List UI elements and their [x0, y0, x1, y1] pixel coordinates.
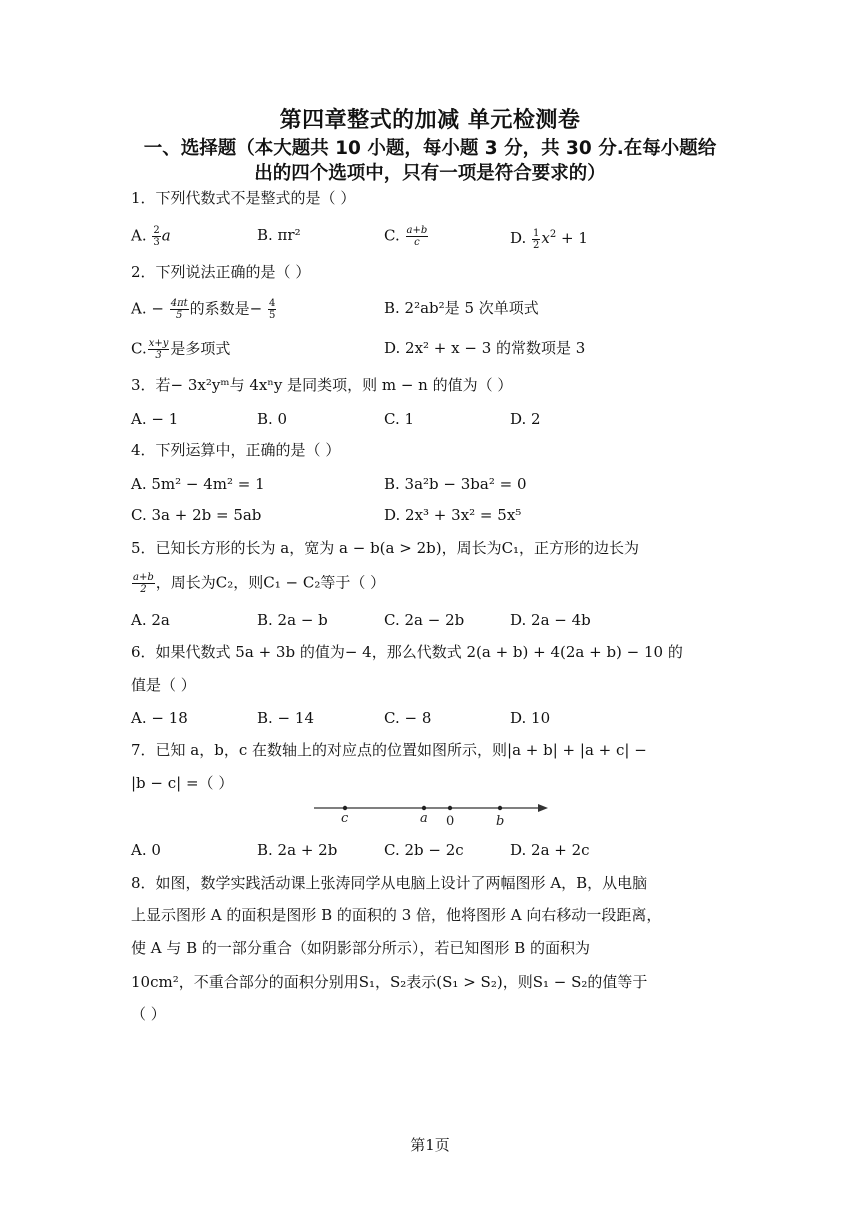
question-7-stem-line-2: |b − c| =（ ）	[131, 774, 234, 792]
question-6-option-c: C. − 8	[384, 709, 432, 727]
question-7-stem-line-1: 7．已知 a，b，c 在数轴上的对应点的位置如图所示，则|a + b| + |a + c| −	[131, 741, 647, 759]
question-5-stem-line-2	[131, 572, 385, 595]
question-2-option-b: B. 2²ab²是 5 次单项式	[384, 299, 539, 317]
question-2-option-d: D. 2x² + x − 3 的常数项是 3	[384, 339, 586, 357]
label-b: b	[496, 814, 505, 829]
point-zero	[448, 806, 452, 810]
question-7-option-a: A. 0	[131, 841, 161, 859]
option-c-text: 是多项式	[170, 339, 231, 358]
option-d-label: D.	[510, 229, 527, 247]
number-line-figure	[310, 798, 555, 830]
question-8-line-2: 上显示图形 A 的面积是图形 B 的面积的 3 倍，他将图形 A 向右移动一段距离，	[131, 906, 662, 924]
question-5-option-a: A. 2a	[131, 611, 170, 629]
question-3-option-c: C. 1	[384, 410, 415, 428]
question-6-stem-line-2: 值是（ ）	[131, 676, 196, 694]
question-3-option-a: A. − 1	[131, 410, 179, 428]
question-8-line-1: 8．如图，数学实践活动课上张涛同学从电脑上设计了两幅图形 A，B，从电脑	[131, 874, 648, 892]
question-4-option-b: B. 3a²b − 3ba² = 0	[384, 475, 527, 493]
point-b	[498, 806, 502, 810]
question-5-option-c: C. 2a − 2b	[384, 611, 465, 629]
option-a-text: 的系数是−	[189, 299, 263, 318]
option-c-label: C.	[384, 226, 400, 245]
question-8-line-5: （ ）	[131, 1005, 166, 1023]
question-7-option-b: B. 2a + 2b	[257, 841, 338, 859]
point-a	[422, 806, 426, 810]
page-title: 第四章整式的加减 单元检测卷	[279, 108, 581, 133]
question-3-option-d: D. 2	[510, 410, 541, 428]
fraction-x-plus-y-over-3: $\frac{x+y}{3}$	[148, 338, 169, 361]
question-3-option-b: B. 0	[257, 410, 288, 428]
question-5-stem-line-1: 5．已知长方形的长为 a，宽为 a − b(a > 2b)，周长为C₁，正方形的边长为	[131, 539, 640, 557]
fraction-a-plus-b-over-c: $\frac{a+b}{c}$	[406, 225, 428, 248]
question-1-option-b: B. πr²	[257, 226, 301, 244]
question-7-option-c: C. 2b − 2c	[384, 841, 464, 859]
question-6-option-b: B. − 14	[257, 709, 314, 727]
question-1-option-d: D. $\frac{1}{2}$ $x^2 + 1$	[510, 227, 588, 251]
question-2-stem: 2．下列说法正确的是（ ）	[131, 263, 311, 281]
arrow-head-icon	[538, 804, 548, 812]
question-4-option-c: C. 3a + 2b = 5ab	[131, 506, 262, 524]
fraction-2-3: $\frac{2}{3}$	[153, 225, 160, 248]
section-heading-line-1: 一、选择题（本大题共 10 小题，每小题 3 分，共 30 分.在每小题给	[143, 138, 717, 159]
question-1-option-a: A. $\frac{2}{3}$ a	[131, 225, 171, 248]
question-2-option-a: A. − $\frac{4\pi t}{5}$ 的系数是− $\frac{4}{5}$	[131, 298, 276, 321]
question-5-stem-rest: ，周长为C₂，则C₁ − C₂等于（ ）	[155, 573, 386, 592]
section-heading-line-2: 出的四个选项中，只有一项是符合要求的）	[254, 163, 606, 184]
question-2-option-c: C. $\frac{x+y}{3}$ 是多项式	[131, 338, 231, 361]
label-c: c	[341, 811, 349, 826]
question-1-option-c	[384, 225, 429, 248]
point-c	[343, 806, 347, 810]
question-4-stem: 4．下列运算中，正确的是（ ）	[131, 441, 341, 459]
question-7-option-d: D. 2a + 2c	[510, 841, 590, 859]
question-5-option-b: B. 2a − b	[257, 611, 328, 629]
question-4-option-a: A. 5m² − 4m² = 1	[131, 475, 265, 493]
question-6-option-a: A. − 18	[131, 709, 188, 727]
question-5-option-d: D. 2a − 4b	[510, 611, 591, 629]
fraction-1-2: $\frac{1}{2}$	[533, 227, 540, 251]
question-8-line-4: 10cm²，不重合部分的面积分别用S₁，S₂表示(S₁ > S₂)，则S₁ − S₂的值等于	[131, 973, 648, 991]
question-6-stem-line-1: 6．如果代数式 5a + 3b 的值为− 4，那么代数式 2(a + b) + 4(2a + b) − 10 的	[131, 643, 683, 661]
fraction-a-plus-b-over-2: $\frac{a+b}{2}$	[133, 572, 154, 595]
option-a-label: A.	[131, 226, 147, 245]
page-number: 第1页	[410, 1136, 450, 1154]
question-6-option-d: D. 10	[510, 709, 551, 727]
label-zero: 0	[446, 814, 455, 829]
question-8-line-3: 使 A 与 B 的一部分重合（如阴影部分所示），若已知图形 B 的面积为	[131, 939, 590, 957]
question-4-option-d: D. 2x³ + 3x² = 5x⁵	[384, 506, 522, 524]
fraction-4-5: $\frac{4}{5}$	[269, 298, 276, 321]
question-1-stem: 1．下列代数式不是整式的是（ ）	[131, 189, 356, 207]
fraction-4pit-5: $\frac{4\pi t}{5}$	[170, 298, 188, 321]
section-heading	[120, 136, 740, 186]
label-a: a	[420, 811, 428, 826]
question-3-stem: 3．若− 3x²yᵐ与 4xⁿy 是同类项，则 m − n 的值为（ ）	[131, 376, 513, 394]
